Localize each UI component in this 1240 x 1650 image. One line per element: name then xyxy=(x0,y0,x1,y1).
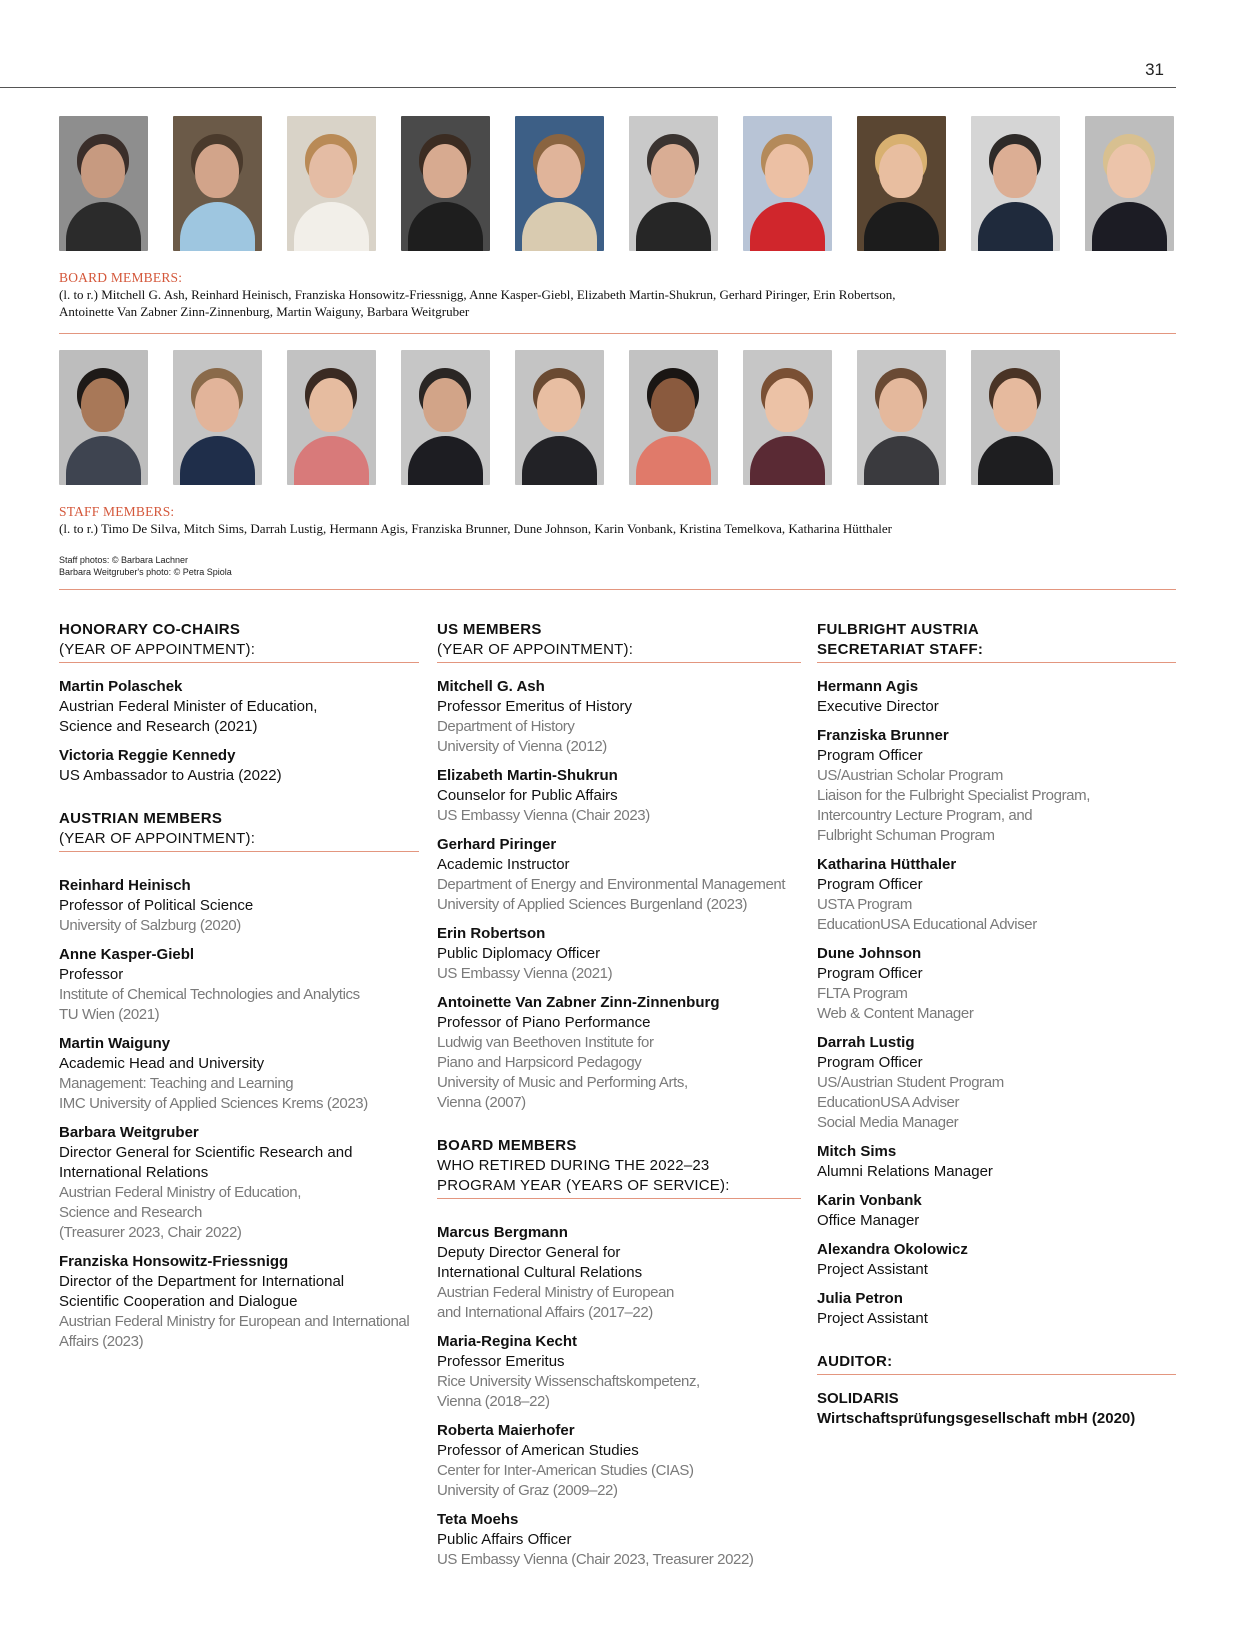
portrait-face xyxy=(537,144,581,198)
member-affiliation: Austrian Federal Ministry of Education, xyxy=(59,1184,302,1201)
section-rule xyxy=(817,662,1176,663)
member-entry xyxy=(437,835,801,915)
portrait-face xyxy=(765,144,809,198)
portrait-body xyxy=(408,202,483,251)
section-rule xyxy=(437,662,801,663)
member-role: Counselor for Public Affairs xyxy=(437,787,618,804)
member-entry xyxy=(59,945,419,1025)
member-role: Professor Emeritus of History xyxy=(437,698,633,715)
member-affiliation: University of Music and Performing Arts, xyxy=(437,1074,688,1091)
page-number: 31 xyxy=(1145,60,1164,79)
section-heading: US MEMBERS xyxy=(437,621,542,638)
member-role: Professor xyxy=(59,966,124,983)
portrait-photo xyxy=(401,116,490,251)
member-affiliation: University of Vienna (2012) xyxy=(437,738,607,755)
us-members-list xyxy=(437,677,801,1113)
portrait-photo xyxy=(743,116,832,251)
section-heading: SECRETARIAT STAFF: xyxy=(817,641,984,658)
member-name: Victoria Reggie Kennedy xyxy=(59,747,236,764)
board-caption-title: BOARD MEMBERS: xyxy=(59,270,183,285)
column-austrian xyxy=(59,620,419,1361)
divider xyxy=(59,333,1176,334)
portrait-face xyxy=(309,144,353,198)
member-affiliation: Social Media Manager xyxy=(817,1114,959,1131)
member-name: Maria-Regina Kecht xyxy=(437,1333,578,1350)
member-name: Darrah Lustig xyxy=(817,1034,915,1051)
member-name: Erin Robertson xyxy=(437,925,546,942)
member-affiliation: Science and Research xyxy=(59,1204,202,1221)
member-affiliation: Liaison for the Fulbright Specialist Program, xyxy=(817,787,1090,804)
member-affiliation: and International Affairs (2017–22) xyxy=(437,1304,653,1321)
member-role: Scientific Cooperation and Dialogue xyxy=(59,1293,298,1310)
member-name: Teta Moehs xyxy=(437,1511,519,1528)
portrait-body xyxy=(66,436,141,485)
member-affiliation: Austrian Federal Ministry for European and International xyxy=(59,1313,410,1330)
section-rule xyxy=(59,662,419,663)
member-name: Alexandra Okolowicz xyxy=(817,1241,968,1258)
member-affiliation: Institute of Chemical Technologies and Analytics xyxy=(59,986,360,1003)
section-rule xyxy=(437,1198,801,1199)
member-name: Reinhard Heinisch xyxy=(59,877,191,894)
member-role: Program Officer xyxy=(817,965,923,982)
member-role: International Relations xyxy=(59,1164,209,1181)
member-entry xyxy=(437,993,801,1113)
member-role: Professor of Political Science xyxy=(59,897,254,914)
member-name: Marcus Bergmann xyxy=(437,1224,568,1241)
portrait-body xyxy=(750,202,825,251)
member-role: Project Assistant xyxy=(817,1310,928,1327)
member-entry xyxy=(817,1240,1176,1280)
member-affiliation: US Embassy Vienna (2021) xyxy=(437,965,613,982)
member-affiliation: University of Applied Sciences Burgenland (2023) xyxy=(437,896,748,913)
header-rule xyxy=(0,87,1176,88)
member-name: Elizabeth Martin-Shukrun xyxy=(437,767,618,784)
portrait-photo xyxy=(857,116,946,251)
member-name: Mitch Sims xyxy=(817,1143,897,1160)
member-entry xyxy=(59,1034,419,1114)
member-affiliation: Fulbright Schuman Program xyxy=(817,827,995,844)
portrait-body xyxy=(978,202,1053,251)
portrait-face xyxy=(879,144,923,198)
member-name: Franziska Honsowitz-Friessnigg xyxy=(59,1253,289,1270)
member-entry xyxy=(817,855,1176,935)
divider xyxy=(59,589,1176,590)
portrait-body xyxy=(408,436,483,485)
section-subheading: WHO RETIRED DURING THE 2022–23 xyxy=(437,1157,710,1174)
member-affiliation: Rice University Wissenschaftskompetenz, xyxy=(437,1373,700,1390)
portrait-photo xyxy=(515,116,604,251)
portrait-body xyxy=(522,436,597,485)
member-entry xyxy=(59,677,419,737)
member-role: Deputy Director General for xyxy=(437,1244,621,1261)
member-affiliation: IMC University of Applied Sciences Krems (2023) xyxy=(59,1095,368,1112)
section-heading: AUDITOR: xyxy=(817,1353,893,1370)
member-entry xyxy=(437,1223,801,1323)
portrait-photo xyxy=(59,350,148,485)
portrait-photo xyxy=(401,350,490,485)
member-affiliation: Austrian Federal Ministry of European xyxy=(437,1284,674,1301)
member-affiliation: EducationUSA Educational Adviser xyxy=(817,916,1037,933)
member-role: Academic Instructor xyxy=(437,856,570,873)
portrait-photo xyxy=(173,350,262,485)
member-name: Antoinette Van Zabner Zinn-Zinnenburg xyxy=(437,994,720,1011)
section-rule xyxy=(817,1374,1176,1375)
portrait-face xyxy=(195,144,239,198)
portrait-body xyxy=(180,436,255,485)
member-entry xyxy=(437,677,801,757)
section-subheading: (YEAR OF APPOINTMENT): xyxy=(59,641,256,658)
staff-photo-row xyxy=(59,350,1060,485)
portrait-body xyxy=(180,202,255,251)
column-us xyxy=(437,620,801,1579)
auditor-name: Wirtschaftsprüfungsgesellschaft mbH (2020) xyxy=(817,1410,1136,1427)
member-affiliation: US/Austrian Student Program xyxy=(817,1074,1004,1091)
member-affiliation: Affairs (2023) xyxy=(59,1333,144,1350)
photo-credits xyxy=(59,554,232,578)
member-affiliation: EducationUSA Adviser xyxy=(817,1094,960,1111)
staff-caption-line: (l. to r.) Timo De Silva, Mitch Sims, Darrah Lustig, Hermann Agis, Franziska Brunner, Dune Johnson, Karin Vonbank, Kristina Temelkova, Katharina Hütthaler xyxy=(59,521,892,536)
member-role: Austrian Federal Minister of Education, xyxy=(59,698,318,715)
section-heading: AUSTRIAN MEMBERS xyxy=(59,810,223,827)
member-name: Martin Polaschek xyxy=(59,678,183,695)
member-affiliation: Intercountry Lecture Program, and xyxy=(817,807,1033,824)
member-entry xyxy=(437,924,801,984)
portrait-photo xyxy=(629,350,718,485)
staff-caption xyxy=(59,503,892,537)
member-role: Public Diplomacy Officer xyxy=(437,945,601,962)
portrait-face xyxy=(537,378,581,432)
member-entry xyxy=(817,726,1176,846)
member-name: Karin Vonbank xyxy=(817,1192,922,1209)
member-affiliation: Piano and Harpsicord Pedagogy xyxy=(437,1054,642,1071)
portrait-face xyxy=(651,144,695,198)
portrait-photo xyxy=(971,350,1060,485)
portrait-face xyxy=(309,378,353,432)
member-role: Director of the Department for International xyxy=(59,1273,345,1290)
portrait-photo xyxy=(173,116,262,251)
member-role: Science and Research (2021) xyxy=(59,718,258,735)
portrait-face xyxy=(423,144,467,198)
section-rule xyxy=(59,851,419,852)
auditor-entry xyxy=(817,1389,1176,1429)
member-affiliation: FLTA Program xyxy=(817,985,908,1002)
portrait-body xyxy=(864,202,939,251)
portrait-face xyxy=(1107,144,1151,198)
portrait-body xyxy=(750,436,825,485)
austrian-members-list xyxy=(59,876,419,1352)
portrait-face xyxy=(879,378,923,432)
member-name: Gerhard Piringer xyxy=(437,836,557,853)
portrait-photo xyxy=(743,350,832,485)
member-entry xyxy=(59,1252,419,1352)
member-entry xyxy=(437,766,801,826)
credit-line: Staff photos: © Barbara Lachner xyxy=(59,555,189,565)
member-entry xyxy=(59,1123,419,1243)
column-secretariat xyxy=(817,620,1176,1438)
portrait-face xyxy=(81,378,125,432)
member-entry xyxy=(59,746,419,786)
member-entry xyxy=(817,1289,1176,1329)
member-affiliation: Management: Teaching and Learning xyxy=(59,1075,294,1092)
auditor-name: SOLIDARIS xyxy=(817,1390,899,1407)
portrait-photo xyxy=(1085,116,1174,251)
member-affiliation: Department of Energy and Environmental Management xyxy=(437,876,786,893)
portrait-body xyxy=(636,436,711,485)
member-entry xyxy=(437,1332,801,1412)
portrait-body xyxy=(66,202,141,251)
portrait-body xyxy=(1092,202,1167,251)
member-name: Dune Johnson xyxy=(817,945,922,962)
section-subheading: PROGRAM YEAR (YEARS OF SERVICE): xyxy=(437,1177,730,1194)
portrait-photo xyxy=(971,116,1060,251)
portrait-photo xyxy=(857,350,946,485)
board-caption xyxy=(59,269,895,320)
member-name: Mitchell G. Ash xyxy=(437,678,545,695)
member-role: Project Assistant xyxy=(817,1261,928,1278)
section-subheading: (YEAR OF APPOINTMENT): xyxy=(437,641,634,658)
portrait-face xyxy=(651,378,695,432)
member-name: Julia Petron xyxy=(817,1290,903,1307)
portrait-photo xyxy=(287,116,376,251)
portrait-body xyxy=(864,436,939,485)
section-heading: HONORARY CO-CHAIRS xyxy=(59,621,241,638)
member-entry xyxy=(817,1033,1176,1133)
member-role: Office Manager xyxy=(817,1212,920,1229)
portrait-photo xyxy=(287,350,376,485)
member-role: Program Officer xyxy=(817,1054,923,1071)
member-role: US Ambassador to Austria (2022) xyxy=(59,767,282,784)
member-affiliation: US Embassy Vienna (Chair 2023) xyxy=(437,807,650,824)
portrait-face xyxy=(993,144,1037,198)
retired-members-list xyxy=(437,1223,801,1570)
honorary-list xyxy=(59,677,419,786)
member-name: Martin Waiguny xyxy=(59,1035,171,1052)
section-heading: BOARD MEMBERS xyxy=(437,1137,577,1154)
member-affiliation: (Treasurer 2023, Chair 2022) xyxy=(59,1224,242,1241)
portrait-body xyxy=(636,202,711,251)
member-affiliation: US Embassy Vienna (Chair 2023, Treasurer 2022) xyxy=(437,1551,754,1568)
portrait-face xyxy=(993,378,1037,432)
member-affiliation: USTA Program xyxy=(817,896,912,913)
member-affiliation: TU Wien (2021) xyxy=(59,1006,160,1023)
credit-line: Barbara Weitgruber's photo: © Petra Spiola xyxy=(59,567,232,577)
secretariat-staff-list xyxy=(817,677,1176,1329)
member-entry xyxy=(59,876,419,936)
member-role: Professor Emeritus xyxy=(437,1353,565,1370)
portrait-face xyxy=(423,378,467,432)
board-photo-row xyxy=(59,116,1174,251)
member-role: Public Affairs Officer xyxy=(437,1531,572,1548)
portrait-body xyxy=(294,436,369,485)
member-entry xyxy=(817,677,1176,717)
board-caption-line: Antoinette Van Zabner Zinn-Zinnenburg, Martin Waiguny, Barbara Weitgruber xyxy=(59,304,470,319)
member-affiliation: Department of History xyxy=(437,718,575,735)
portrait-photo xyxy=(515,350,604,485)
member-affiliation: University of Graz (2009–22) xyxy=(437,1482,618,1499)
member-affiliation: Web & Content Manager xyxy=(817,1005,974,1022)
portrait-photo xyxy=(629,116,718,251)
board-caption-line: (l. to r.) Mitchell G. Ash, Reinhard Heinisch, Franziska Honsowitz-Friessnigg, Anne Kasper-Giebl, Elizabeth Martin-Shukrun, Gerhard Piringer, Erin Robertson, xyxy=(59,287,896,302)
member-entry xyxy=(817,1191,1176,1231)
member-name: Roberta Maierhofer xyxy=(437,1422,575,1439)
member-entry xyxy=(817,1142,1176,1182)
member-role: Academic Head and University xyxy=(59,1055,265,1072)
member-affiliation: Vienna (2007) xyxy=(437,1094,526,1111)
portrait-face xyxy=(195,378,239,432)
member-affiliation: US/Austrian Scholar Program xyxy=(817,767,1003,784)
member-affiliation: University of Salzburg (2020) xyxy=(59,917,241,934)
section-heading: FULBRIGHT AUSTRIA xyxy=(817,621,980,638)
member-role: Program Officer xyxy=(817,876,923,893)
member-name: Barbara Weitgruber xyxy=(59,1124,199,1141)
section-subheading: (YEAR OF APPOINTMENT): xyxy=(59,830,256,847)
member-role: Alumni Relations Manager xyxy=(817,1163,993,1180)
member-role: Professor of Piano Performance xyxy=(437,1014,651,1031)
member-entry xyxy=(817,944,1176,1024)
member-name: Franziska Brunner xyxy=(817,727,949,744)
portrait-body xyxy=(522,202,597,251)
member-role: Director General for Scientific Research and xyxy=(59,1144,353,1161)
member-name: Hermann Agis xyxy=(817,678,919,695)
member-entry xyxy=(437,1510,801,1570)
member-role: International Cultural Relations xyxy=(437,1264,643,1281)
portrait-face xyxy=(81,144,125,198)
member-role: Program Officer xyxy=(817,747,923,764)
portrait-body xyxy=(978,436,1053,485)
member-entry xyxy=(437,1421,801,1501)
member-name: Katharina Hütthaler xyxy=(817,856,957,873)
member-name: Anne Kasper-Giebl xyxy=(59,946,195,963)
member-affiliation: Center for Inter-American Studies (CIAS) xyxy=(437,1462,694,1479)
portrait-body xyxy=(294,202,369,251)
member-affiliation: Ludwig van Beethoven Institute for xyxy=(437,1034,654,1051)
member-role: Executive Director xyxy=(817,698,939,715)
portrait-face xyxy=(765,378,809,432)
staff-caption-title: STAFF MEMBERS: xyxy=(59,504,175,519)
portrait-photo xyxy=(59,116,148,251)
member-role: Professor of American Studies xyxy=(437,1442,639,1459)
member-affiliation: Vienna (2018–22) xyxy=(437,1393,550,1410)
